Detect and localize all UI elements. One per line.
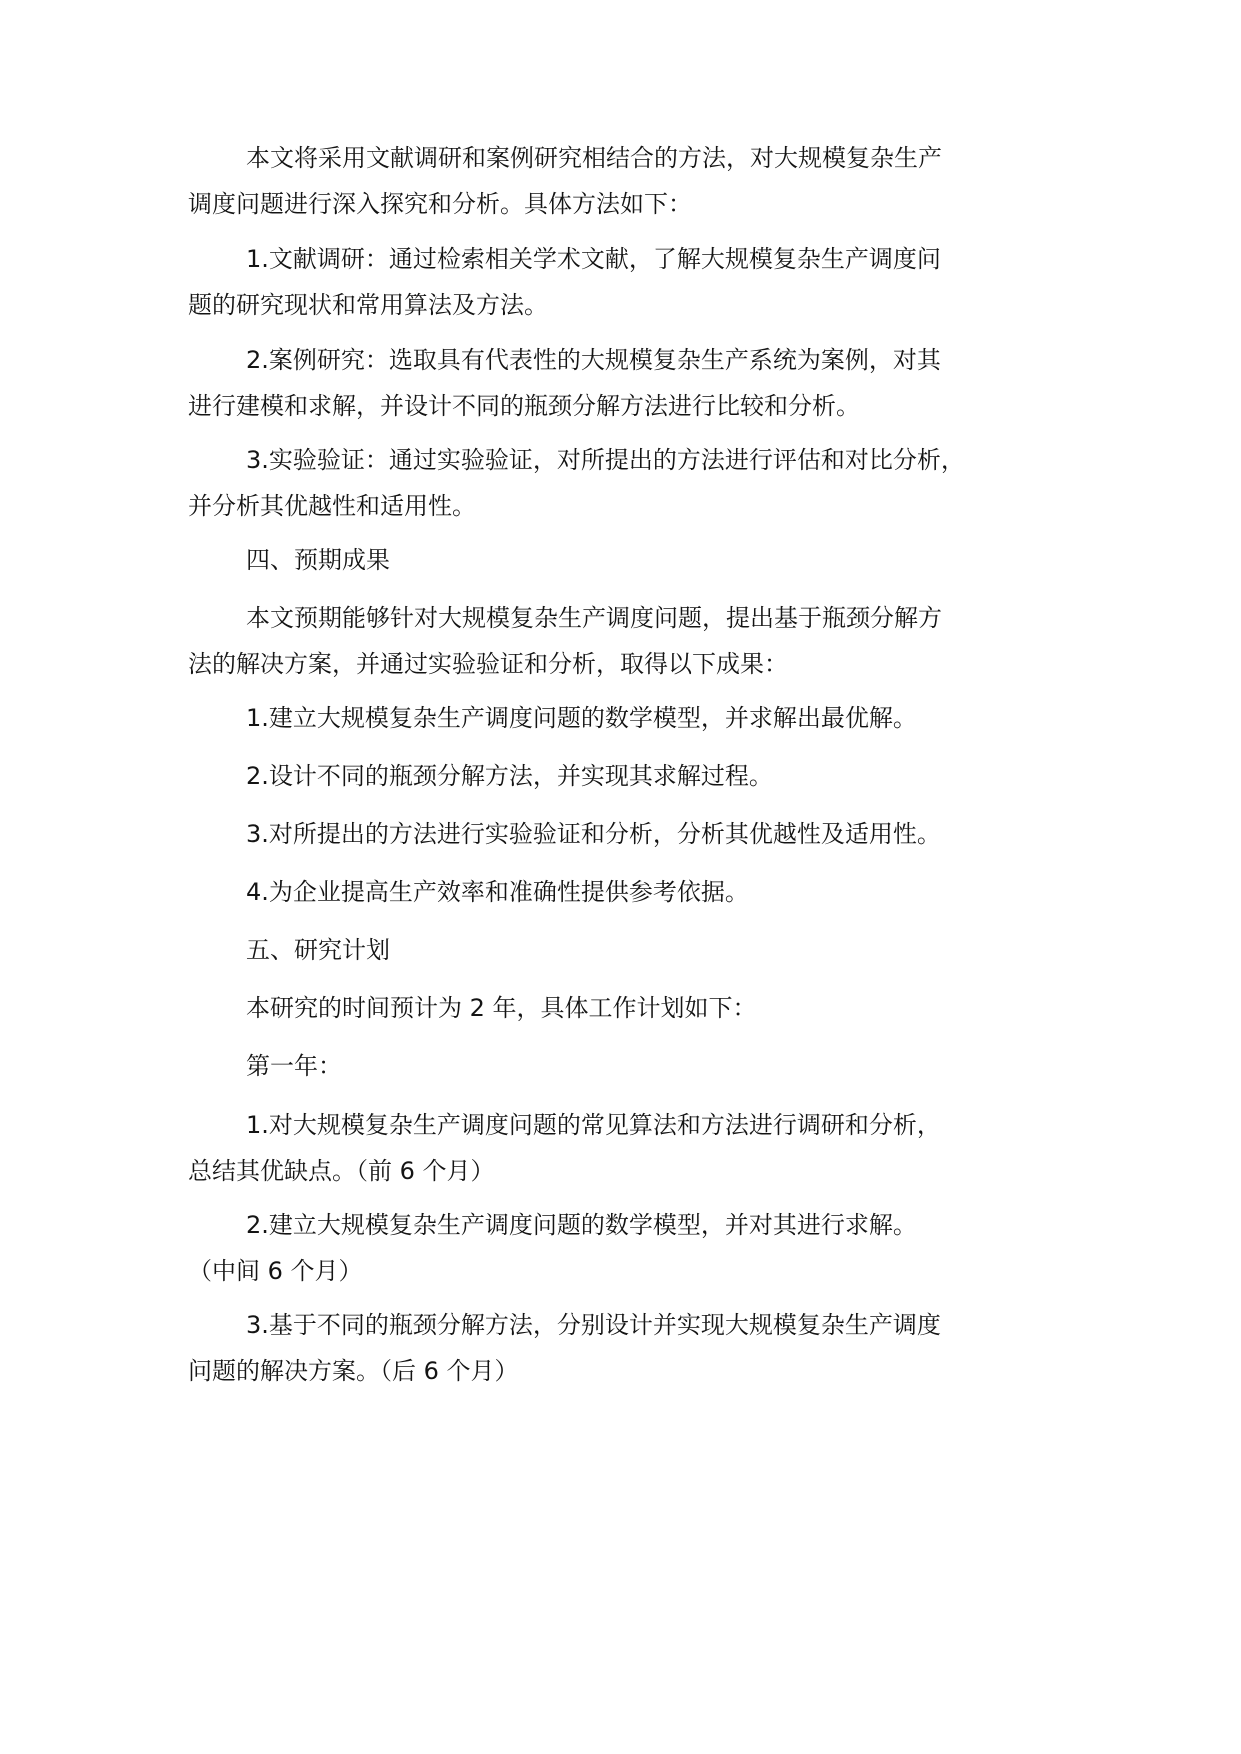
list-item-result-1 [188,695,1088,741]
paragraph-line: 本文将采用文献调研和案例研究相结合的方法，对大规模复杂生产 [246,144,942,172]
section-heading: 五、研究计划 [246,936,390,964]
paragraph-line: 本研究的时间预计为 2 年，具体工作计划如下： [246,994,757,1022]
paragraph-first-year [188,1043,1088,1089]
paragraph-methods-intro [188,135,1088,227]
paragraph-results-intro [188,595,1088,687]
section-heading-research-plan [188,927,1088,973]
paragraph-line: 调度问题进行深入探究和分析。具体方法如下： [188,190,692,218]
paragraph-plan-intro [188,985,1088,1031]
list-item-literature-review [188,236,1088,328]
paragraph-line: 1.建立大规模复杂生产调度问题的数学模型，并求解出最优解。 [246,704,917,732]
paragraph-line: 3.对所提出的方法进行实验验证和分析，分析其优越性及适用性。 [246,820,941,848]
list-item-plan-2 [188,1202,1088,1294]
paragraph-line: 并分析其优越性和适用性。 [188,492,476,520]
paragraph-line: 4.为企业提高生产效率和准确性提供参考依据。 [246,878,749,906]
paragraph-line: 题的研究现状和常用算法及方法。 [188,291,548,319]
paragraph-line: 2.设计不同的瓶颈分解方法，并实现其求解过程。 [246,762,773,790]
paragraph-line: 进行建模和求解，并设计不同的瓶颈分解方法进行比较和分析。 [188,392,860,420]
list-item-result-4 [188,869,1088,915]
paragraph-line: 3.基于不同的瓶颈分解方法，分别设计并实现大规模复杂生产调度 [246,1311,941,1339]
paragraph-line: 本文预期能够针对大规模复杂生产调度问题，提出基于瓶颈分解方 [246,604,942,632]
paragraph-line: 法的解决方案，并通过实验验证和分析，取得以下成果： [188,650,788,678]
paragraph-line: 3.实验验证：通过实验验证，对所提出的方法进行评估和对比分析， [246,446,965,474]
paragraph-line: 总结其优缺点。（前 6 个月） [188,1157,495,1185]
list-item-plan-1 [188,1102,1088,1194]
paragraph-line: 1.对大规模复杂生产调度问题的常见算法和方法进行调研和分析， [246,1111,941,1139]
list-item-result-2 [188,753,1088,799]
list-item-result-3 [188,811,1088,857]
paragraph-line: 1.文献调研：通过检索相关学术文献，了解大规模复杂生产调度问 [246,245,941,273]
paragraph-line: 2.建立大规模复杂生产调度问题的数学模型，并对其进行求解。 [246,1211,917,1239]
list-item-case-study [188,337,1088,429]
list-item-experiment [188,437,1088,529]
list-item-plan-3 [188,1302,1088,1394]
paragraph-line: （中间 6 个月） [188,1257,363,1285]
paragraph-line: 2.案例研究：选取具有代表性的大规模复杂生产系统为案例，对其 [246,346,941,374]
section-heading-expected-results [188,537,1088,583]
paragraph-line: 第一年： [246,1052,342,1080]
section-heading: 四、预期成果 [246,546,390,574]
paragraph-line: 问题的解决方案。（后 6 个月） [188,1357,519,1385]
